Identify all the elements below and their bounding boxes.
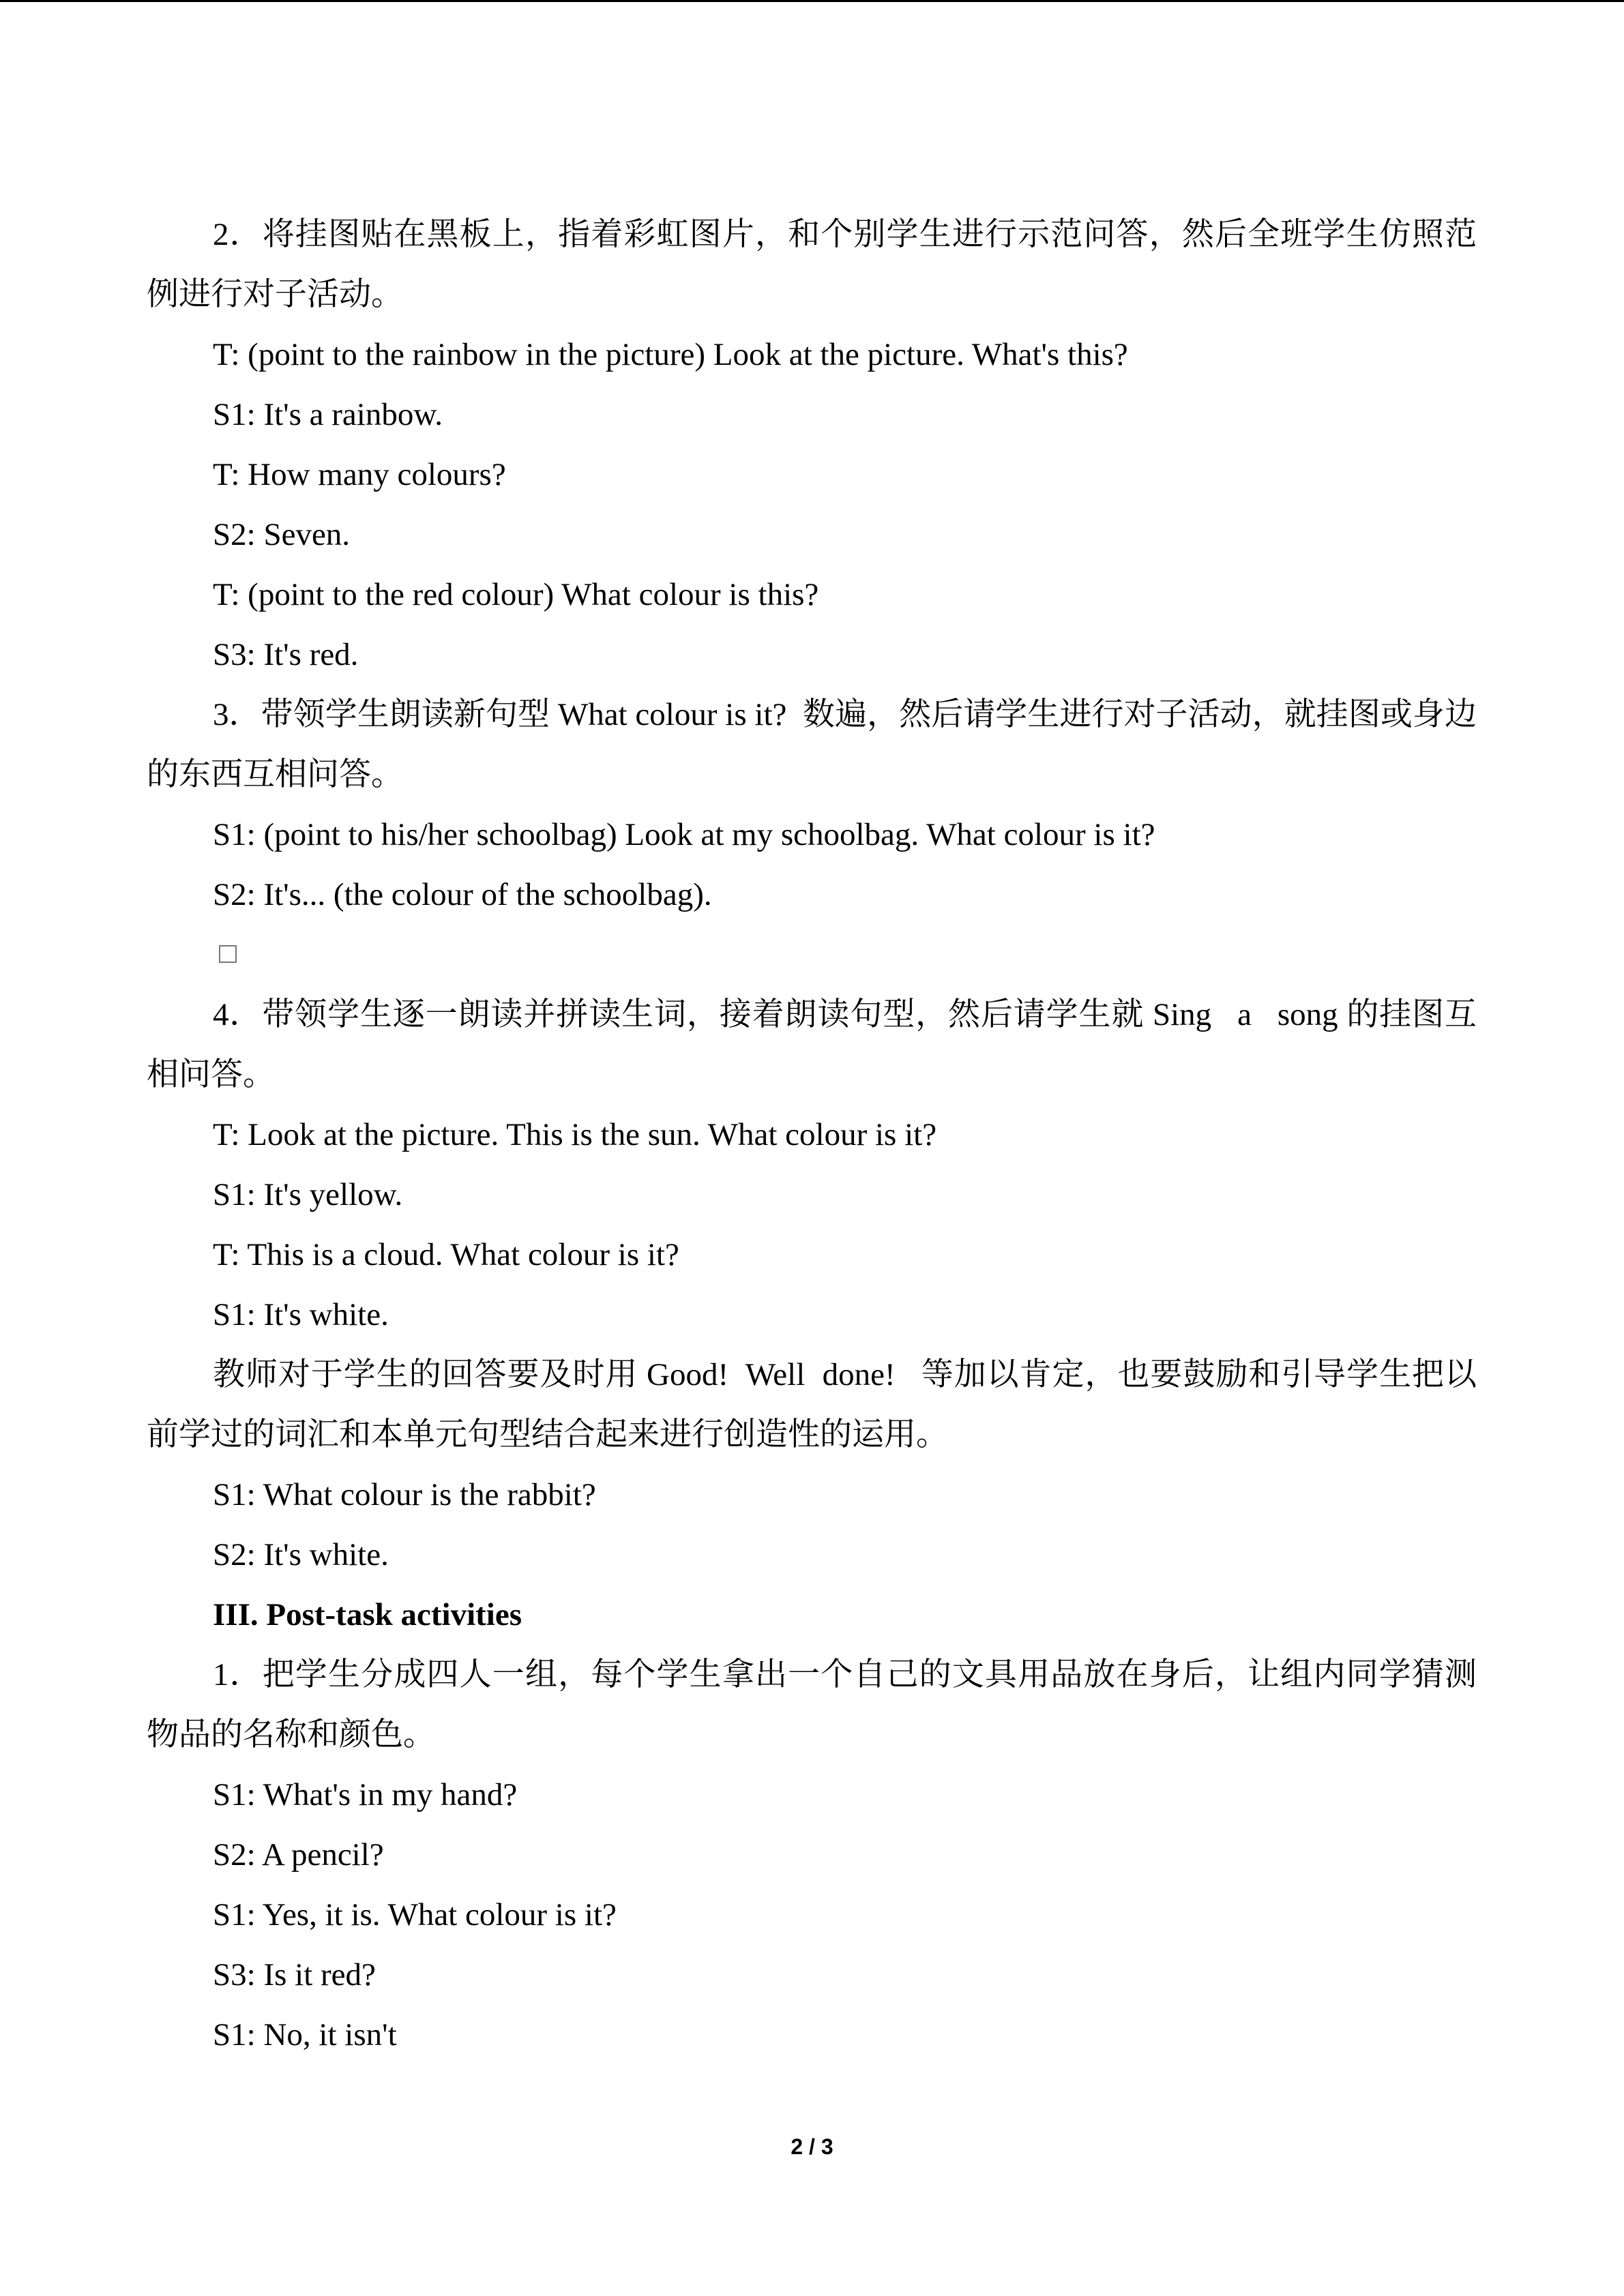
paragraph: S1: What colour is the rabbit? [213,1477,596,1512]
paragraph: T: Look at the picture. This is the sun. What colour is it? [213,1117,937,1152]
paragraph: S1: It's a rainbow. [213,397,443,432]
paragraph: 2．将挂图贴在黑板上，指着彩虹图片，和个别学生进行示范问答，然后全班学生仿照范例进行对子活动。 [147,217,1477,312]
section-heading: III. Post-task activities [213,1597,522,1632]
paragraph: S1: (point to his/her schoolbag) Look at my schoolbag. What colour is it? [213,817,1155,852]
checkbox-placeholder [147,925,1477,985]
paragraph: T: (point to the red colour) What colour is this? [213,577,819,612]
paragraph: S3: Is it red? [213,1957,376,1993]
paragraph: T: (point to the rainbow in the picture) Look at the picture. What's this? [213,337,1128,372]
empty-checkbox-icon [219,945,237,963]
paragraph: 教师对于学生的回答要及时用 Good! Well done! 等加以肯定，也要鼓励和引导学生把以前学过的词汇和本单元句型结合起来进行创造性的运用。 [147,1357,1477,1452]
page-number: 2 / 3 [791,2134,833,2159]
paragraph: S1: No, it isn't [213,2017,397,2053]
paragraph: T: This is a cloud. What colour is it? [213,1237,679,1272]
paragraph: S2: It's white. [213,1537,389,1572]
paragraph: S2: A pencil? [213,1837,384,1873]
paragraph: S1: Yes, it is. What colour is it? [213,1897,617,1933]
paragraph: S2: Seven. [213,517,351,552]
document-body [147,205,1477,2065]
paragraph: S1: It's white. [213,1297,389,1332]
top-border [0,0,1624,2]
paragraph: T: How many colours? [213,457,506,492]
paragraph: S1: What's in my hand? [213,1777,518,1813]
paragraph: 3．带领学生朗读新句型 What colour is it? 数遍，然后请学生进行对子活动，就挂图或身边的东西互相问答。 [147,697,1477,792]
paragraph: S2: It's... (the colour of the schoolbag). [213,877,712,912]
paragraph: 4．带领学生逐一朗读并拼读生词，接着朗读句型，然后请学生就 Sing a song 的挂图互相问答。 [147,997,1477,1092]
paragraph: S1: It's yellow. [213,1177,403,1212]
paragraph: S3: It's red. [213,637,359,672]
paragraph: 1．把学生分成四人一组，每个学生拿出一个自己的文具用品放在身后，让组内同学猜测物品的名称和颜色。 [147,1657,1477,1753]
